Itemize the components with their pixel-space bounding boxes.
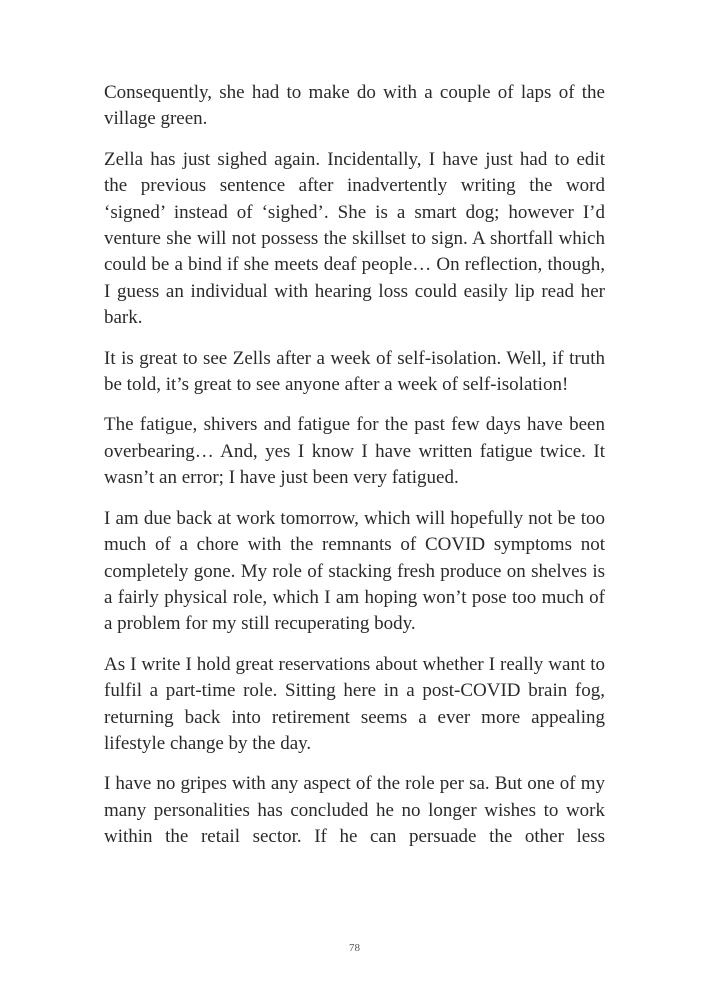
paragraph-1: Consequently, she had to make do with a couple of laps of the village green. <box>104 82 605 130</box>
paragraph-5: I am due back at work tomorrow, which will hopefully not be too much of a chore with the remnants of COVID symptoms not completely gone. My role of stacking fresh produce on shelves is a fairly physical role, which I am hoping won’t pose too much of a problem for my still recuperating body. <box>104 507 605 635</box>
page-number: 78 <box>349 942 360 954</box>
paragraph-3: It is great to see Zells after a week of self-isolation. Well, if truth be told, it’s great to see anyone after a week of self-isolation! <box>104 347 605 396</box>
paragraph-4: The fatigue, shivers and fatigue for the past few days have been overbearing… And, yes I know I have written fatigue twice. It wasn’t an error; I have just been very fatigued. <box>104 414 605 489</box>
paragraph-7: I have no gripes with any aspect of the role per sa. But one of my many personalities has concluded he no longer wishes to work within the retail sector. If he can persuade the other less <box>104 773 605 848</box>
body-text <box>104 80 605 865</box>
paragraph-6: As I write I hold great reservations about whether I really want to fulfil a part-time role. Sitting here in a post-COVID brain fog, returning back into retirement seems a ever more appealing lifestyle change by the day. <box>104 653 605 754</box>
paragraph-2: Zella has just sighed again. Incidentally, I have just had to edit the previous sentence after inadvertently writing the word ‘signed’ instead of ‘sighed’. She is a smart dog; however I’d venture she will not possess the skillset to sign. A shortfall which could be a bind if she meets deaf people… On reflection, though, I guess an individual with hearing loss could easily lip read her bark. <box>104 148 605 329</box>
